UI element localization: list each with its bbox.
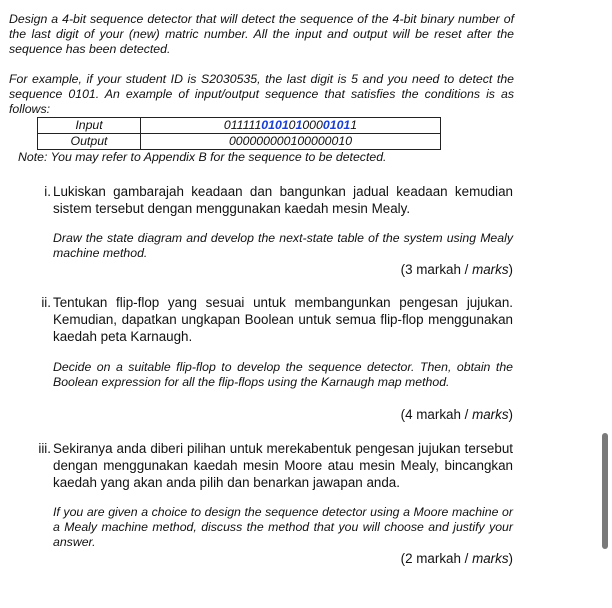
io-sequence-table: [37, 117, 441, 150]
seq-part: 0: [288, 118, 296, 132]
question-i-english: Draw the state diagram and develop the next-state table of the system using Mealy machine method.: [53, 231, 513, 260]
intro-text-1: Design a 4-bit sequence detector that will detect the sequence of the 4-bit binary number of the last digit of your (new) matric number. All the input and output will be reset after the sequence has been detected.: [9, 12, 514, 56]
intro-paragraph-1: [9, 12, 514, 57]
marks-prefix: (3 markah /: [400, 262, 473, 277]
seq-detected-2c: 0: [336, 118, 344, 132]
marks-en: marks: [472, 551, 509, 566]
question-iii: [33, 440, 513, 491]
output-sequence: 000000000100000010: [141, 134, 441, 150]
seq-part: 000: [302, 118, 323, 132]
question-ii-marks: [401, 407, 513, 422]
question-number: ii.: [41, 295, 51, 310]
question-ii: [33, 294, 513, 345]
seq-detected-2a: 0: [322, 118, 330, 132]
seq-part: 1: [350, 118, 358, 132]
note: Note: You may refer to Appendix B for the sequence to be detected.: [18, 150, 387, 164]
marks-en: marks: [472, 262, 509, 277]
marks-suffix: ): [508, 407, 513, 422]
seq-detected-2d: 1: [343, 118, 351, 132]
question-i: [33, 183, 513, 217]
seq-detected-2b: 1: [329, 118, 337, 132]
output-label: Output: [38, 134, 141, 150]
marks-suffix: ): [508, 262, 513, 277]
intro-text-2: For example, if your student ID is S2030535, the last digit is 5 and you need to detect the sequence 0101. An example of input/output sequence that satisfies the conditions is as follows:: [9, 72, 514, 116]
output-row: [38, 134, 441, 150]
input-label: Input: [38, 118, 141, 134]
question-text-ms: Sekiranya anda diberi pilihan untuk merekabentuk pengesan jujukan tersebut dengan menggunakan kaedah mesin Moore atau mesin Mealy, bincangkan kaedah yang akan anda pilih dan benarkan jawapan anda.: [53, 441, 513, 490]
input-row: [38, 118, 441, 134]
question-number: i.: [44, 184, 51, 199]
seq-detected-1: 0101: [261, 118, 289, 132]
question-i-marks: [401, 262, 513, 277]
question-iii-marks: [401, 551, 513, 566]
question-iii-english: If you are given a choice to design the sequence detector using a Moore machine or a Mealy machine method, discuss the method that you will choose and justify your answer.: [53, 505, 513, 549]
question-ii-english: Decide on a suitable flip-flop to develop the sequence detector. Then, obtain the Boolean expression for all the flip-flops using the Karnaugh map method.: [53, 360, 513, 389]
question-text-ms: Tentukan flip-flop yang sesuai untuk membangunkan pengesan jujukan. Kemudian, dapatkan ungkapan Boolean untuk semua flip-flop menggunakan kaedah peta Karnaugh.: [53, 295, 513, 344]
question-number: iii.: [38, 441, 51, 456]
intro-paragraph-2: [9, 72, 514, 117]
marks-prefix: (2 markah /: [400, 551, 473, 566]
scrollbar-thumb[interactable]: [602, 433, 608, 549]
input-sequence: [141, 118, 441, 134]
marks-suffix: ): [508, 551, 513, 566]
seq-part: 011111: [223, 118, 262, 132]
marks-prefix: (4 markah /: [400, 407, 473, 422]
question-text-ms: Lukiskan gambarajah keadaan dan bangunkan jadual keadaan kemudian sistem tersebut dengan menggunakan kaedah mesin Mealy.: [53, 184, 513, 216]
seq-detected-1b: 1: [295, 118, 303, 132]
marks-en: marks: [472, 407, 509, 422]
